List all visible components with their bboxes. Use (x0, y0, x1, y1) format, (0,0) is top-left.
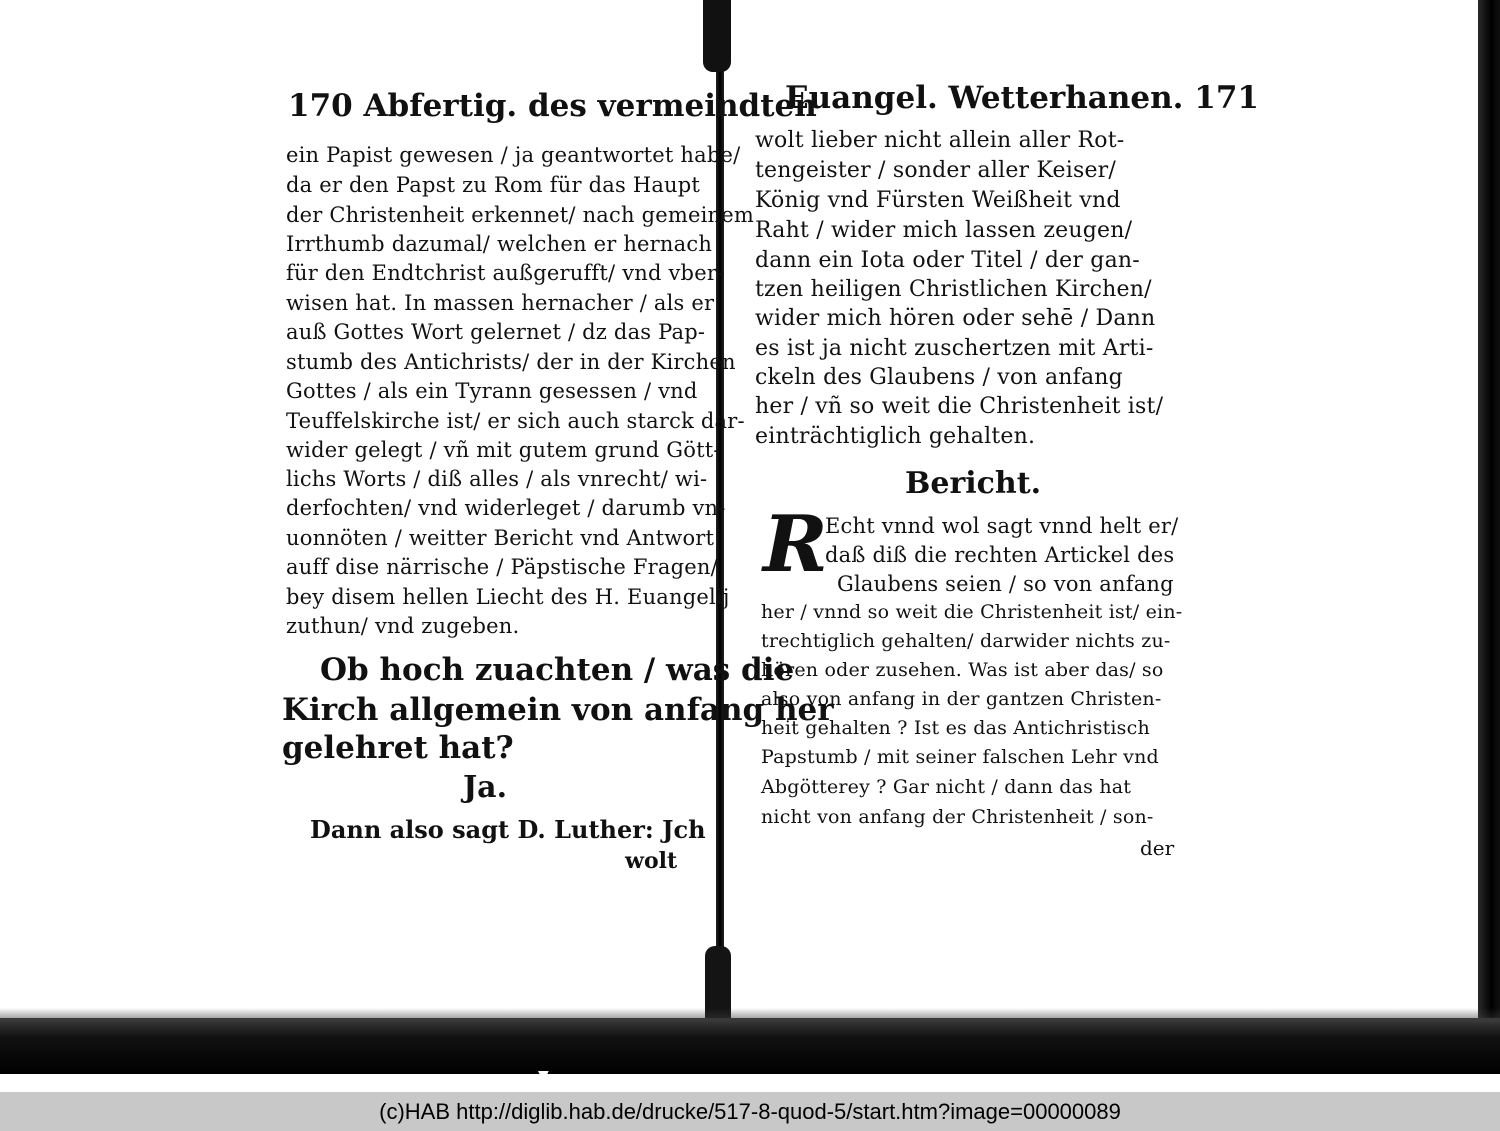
text-line: trechtiglich gehalten/ darwider nichts zu- (761, 630, 1171, 652)
text-line: Raht / wider mich lassen zeugen/ (755, 218, 1133, 243)
text-line: bey disem hellen Liecht des H. Euangelij (286, 585, 730, 609)
scan-bottom-edge (0, 1018, 1500, 1074)
text-line: Abgötterey ? Gar nicht / dann das hat (761, 776, 1132, 798)
text-line: Echt vnnd wol sagt vnnd helt er/ (825, 514, 1179, 538)
page-curl-shadow (0, 1008, 1500, 1030)
text-line: tzen heiligen Christlichen Kirchen/ (755, 277, 1152, 302)
text-line: ckeln des Glaubens / von anfang (755, 365, 1123, 390)
left-running-head: 170 Abfertig. des vermeindten (288, 88, 817, 124)
text-line: heit gehalten ? Ist es das Antichristisch (761, 717, 1150, 739)
text-line: wider mich hören oder sehē / Dann (755, 306, 1156, 331)
text-line: lichs Worts / diß alles / als vnrecht/ wi- (286, 467, 708, 491)
answer-ja: Ja. (462, 770, 508, 805)
text-line: wolt lieber nicht allein aller Rot- (755, 128, 1125, 153)
text-line: uonnöten / weitter Bericht vnd Antwort (286, 526, 715, 550)
text-line: daß diß die rechten Artickel des (825, 543, 1175, 567)
drop-cap: R (763, 499, 828, 590)
text-line: König vnd Fürsten Weißheit vnd (755, 188, 1121, 213)
text-line: auff dise närrische / Päpstische Fragen/ (286, 555, 718, 579)
text-line: her / vñ so weit die Christenheit ist/ (755, 394, 1164, 419)
section-heading-bericht: Bericht. (905, 466, 1042, 501)
left-catchword: wolt (625, 848, 678, 874)
text-line: stumb des Antichrists/ der in der Kirchen (286, 350, 736, 374)
text-line: Papstumb / mit seiner falschen Lehr vnd (761, 746, 1159, 768)
text-line: Irrthumb dazumal/ welchen er hernach (286, 232, 713, 256)
heading-line: Kirch allgemein von anfang her (282, 692, 834, 728)
text-line: einträchtiglich gehalten. (755, 424, 1036, 449)
binding-clip-top (703, 0, 731, 72)
text-line: also von anfang in der gantzen Christen- (761, 688, 1162, 710)
text-line: dann ein Iota oder Titel / der gan- (755, 248, 1140, 273)
copyright-caption: (c)HAB http://diglib.hab.de/drucke/517-8-quod-5/start.htm?image=00000089 (0, 1092, 1500, 1131)
text-line: Gottes / als ein Tyrann gesessen / vnd (286, 379, 698, 403)
text-line: Teuffelskirche ist/ er sich auch starck dar- (286, 409, 745, 433)
text-line: wider gelegt / vñ mit gutem grund Gött- (286, 438, 721, 462)
text-line: da er den Papst zu Rom für das Haupt (286, 173, 701, 197)
right-catchword: der (1140, 836, 1175, 860)
text-line: für den Endtchrist außgerufft/ vnd vber- (286, 261, 725, 285)
text-line: ein Papist gewesen / ja geantwortet habe/ (286, 143, 741, 167)
text-line: der Christenheit erkennet/ nach gemeinem (286, 203, 754, 227)
text-line: derfochten/ vnd widerleget / darumb vn- (286, 496, 726, 520)
text-line: Glaubens seien / so von anfang (837, 572, 1174, 596)
heading-line: Ob hoch zuachten / was die (320, 652, 795, 688)
down-arrow-icon: ▼ (538, 1068, 549, 1084)
text-line: hören oder zusehen. Was ist aber das/ so (761, 659, 1164, 681)
text-line: nicht von anfang der Christenheit / son- (761, 806, 1154, 828)
closing-line: Dann also sagt D. Luther: Jch (310, 815, 706, 844)
right-running-head: Euangel. Wetterhanen. 171 (785, 80, 1259, 116)
text-line: her / vnnd so weit die Christenheit ist/ ein- (761, 601, 1183, 623)
text-line: zuthun/ vnd zugeben. (286, 614, 520, 638)
scan-right-edge (1478, 0, 1500, 1072)
heading-line: gelehret hat? (282, 730, 514, 766)
text-line: tengeister / sonder aller Keiser/ (755, 158, 1117, 183)
text-line: auß Gottes Wort gelernet / dz das Pap- (286, 320, 706, 344)
text-line: es ist ja nicht zuschertzen mit Arti- (755, 336, 1154, 361)
text-line: wisen hat. In massen hernacher / als er (286, 291, 715, 315)
